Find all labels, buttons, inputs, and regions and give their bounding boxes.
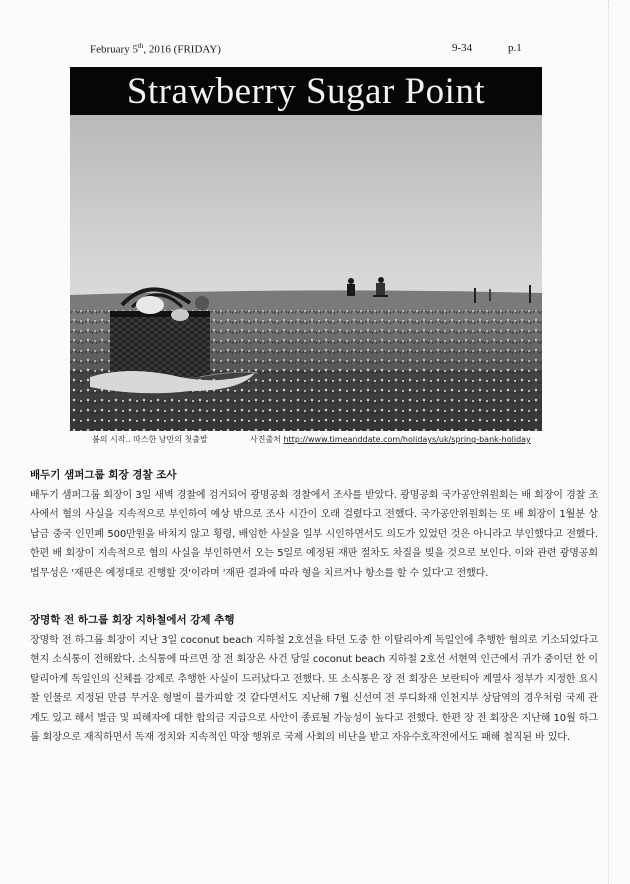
scan-edge — [608, 0, 630, 884]
photo-caption — [92, 434, 542, 448]
masthead-title: Strawberry Sugar Point — [70, 67, 542, 115]
strawberry-field-photo — [70, 115, 542, 431]
article-body: 장명학 전 하그룹 회장이 지난 3일 coconut beach 지하철 2호선을 타던 도중 한 이탈리아계 독일인에 추행한 혐의로 기소되었다고 현지 소식통이 전해왔다. 소식통에 따르면 장 전 회장은 사건 당일 coconut beach 지하철 2호선 서현역 인근에서 귀가 중이던 한 이탈리아계 독일인의 신체를 강제로 추행한 사실이 드러났다고 전했다. 또 소식통은 장 전 회장은 보란티아 계열사 정부가 지정한 요시찰 인물로 지정된 만큼 무거운 형벌이 불가피할 것 같다면서도 지난해 7월 신선여 전 루디화재 인천지부 상담역의 경우처럼 국제 관계도 있고 해서 벌금 및 피해자에 대한 합의금 지급으로 사안이 종료될 가능성이 높다고 전했다. 한편 장 전 회장은 지난해 10월 하그룹 회장으로 재직하면서 독재 정치와 지속적인 막장 행위로 국제 사회의 비난을 받고 자유수호작전에서도 패해 철직된 바 있다. — [30, 635, 598, 744]
article-headline: 배두기 샘퍼그룹 회장 경찰 조사 — [30, 469, 177, 481]
photo-credit — [250, 434, 531, 445]
article-body: 배두기 샘퍼그룹 회장이 3일 새벽 경찰에 검거되어 광명공회 경찰에서 조사를 받았다. 광명공회 국가공안위원회는 배 회장이 경찰 조사에서 혐의 사실을 지속적으로 부인하여 예상 밖으로 조사 시간이 오래 걸렸다고 전했다. 국가공안위원회는 또 배 회장이 1월분 상납금 중국 인민폐 500만원을 바치지 않고 횡령, 배임한 사실을 일부 시인하면서도 의도가 있었던 것은 아니라고 부인했다고 전했다. 한편 배 회장이 지속적으로 혐의 사실을 부인하면서 오는 5일로 예정된 재판 절차도 차질을 빚을 것으로 보인다. 이와 관련 광명공회 법무성은 '재판은 예정대로 진행할 것'이라며 '재판 결과에 따라 형을 치르거나 항소를 할 수 있다'고 전했다. — [30, 490, 598, 579]
page-header — [90, 42, 550, 60]
issue-date: February 5th, 2016 (FRIDAY) — [90, 42, 221, 56]
article — [30, 467, 598, 583]
issue-number: 9-34 — [452, 42, 473, 54]
page-number: p.1 — [508, 42, 522, 54]
caption-text: 봄의 시작.. 따스한 낭만의 첫출발 — [92, 435, 208, 444]
article — [30, 612, 598, 747]
credit-link[interactable]: http://www.timeanddate.com/holidays/uk/spring-bank-holiday — [283, 435, 531, 444]
credit-label: 사진출처 — [250, 435, 284, 444]
article-headline: 장명학 전 하그룹 회장 지하철에서 강제 추행 — [30, 614, 235, 626]
